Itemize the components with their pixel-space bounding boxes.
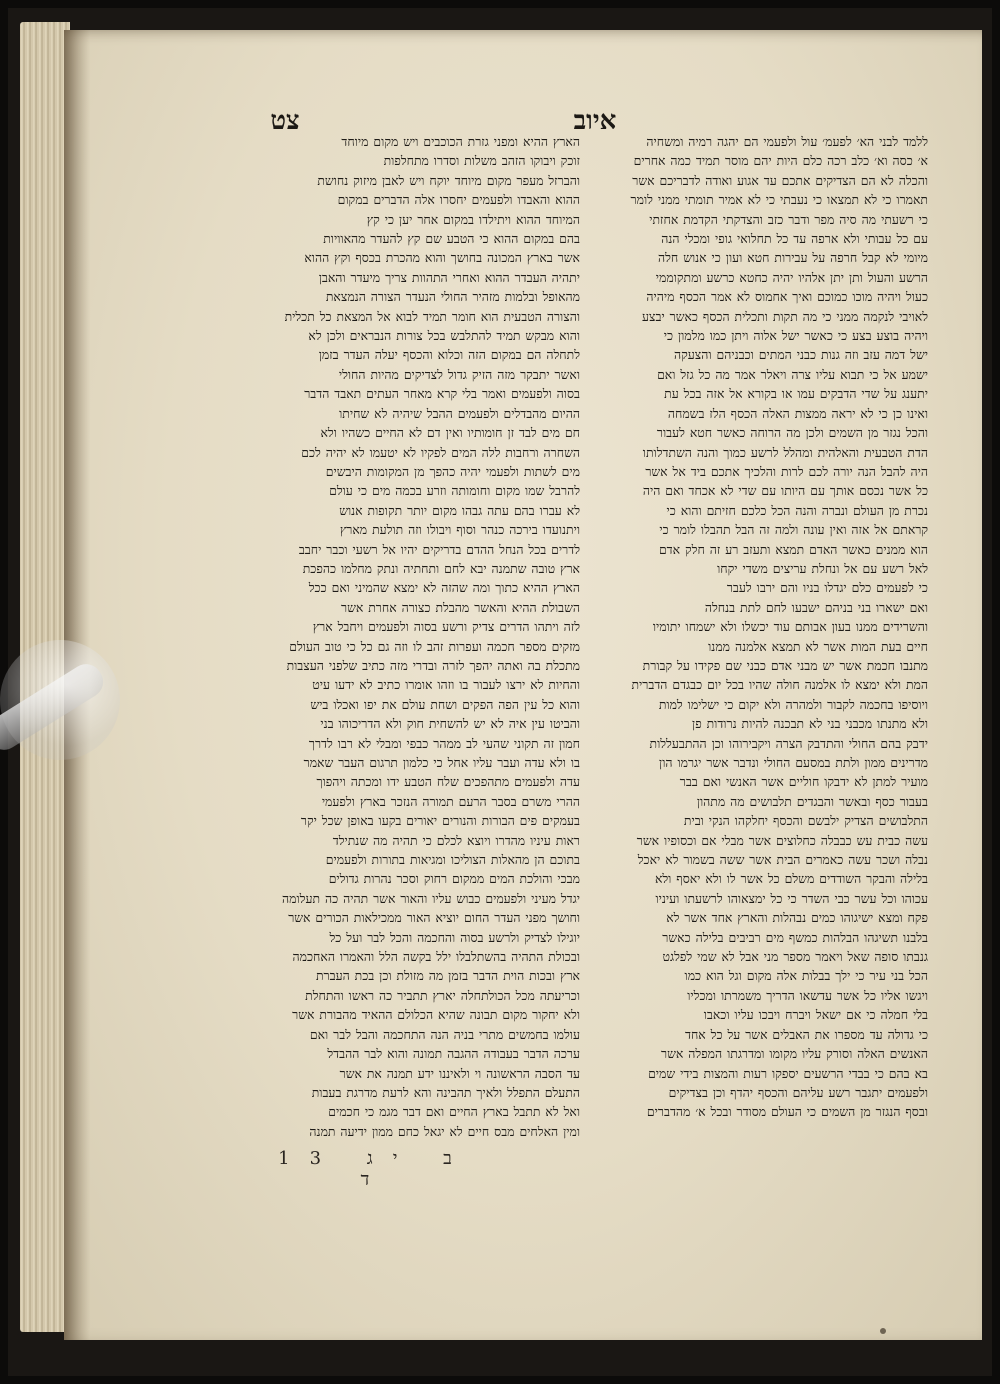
text-line: ומין האלחים מבס חיים לא יגאל כחם ממון ידיעה תמנה: [309, 1123, 580, 1139]
text-line: והכלה לא הם הצדיקים אתכם עד אגוע ואודה לדבריכם אשר: [632, 172, 928, 188]
text-line: והברזל מעפר מקום מיוחד יוקח ויש לאבן מיזוק נחושת: [317, 172, 580, 188]
text-line: הרשע והעול ותן יתן אלהיו יהיה כחטא כרשע ומתקוממי: [655, 269, 928, 285]
text-line: הכל בני עיר כי ילך בבלות אלה מקום וגל הוא כמו: [684, 968, 928, 984]
text-line: לזה ויתהו הדרים צדיק ורשע בסוה ולפעמים ויחבל ארץ: [312, 619, 580, 635]
text-line: מזקים מספר חכמה ועפרות זהב לו וזה גם כל כי טוב העולם: [289, 638, 580, 654]
text-line: מיומי לא קבל חרפה על עבירות חטא ועון כי אנוש חלה: [658, 250, 928, 266]
running-head-right: איוב: [573, 106, 617, 136]
text-line: לאויבי לנקמה ממני כי מה תקות ותכלית הכסף כאשר יבצע: [641, 308, 928, 324]
text-line: נבלה ושכר עשה כאמרים הבית אשר ששה בשמור לא יאכל: [637, 852, 928, 868]
text-line: ההיום מהבדלים ולפעמים ההבל שיהיה לא שחיתו: [339, 405, 580, 421]
text-line: בהם במקום ההוא כי הטבע שם קץ להעדר מהאוויות: [323, 231, 580, 247]
text-line: והכל נגזר מן השמים ולכן מה הרוחה כאשר חטא לעבור: [656, 425, 928, 441]
text-line: מבכי והולכת המים ממקום רחוק וסכר נהרות גדולים: [328, 871, 580, 887]
text-line: מתכלת בה ואתה יהפך לזרה ובדרי מזה כתיב שלפני העצבות: [286, 657, 580, 673]
text-line: התלבושים הצדיק ילבשם והכסף יחלקהו הנקי ובית: [683, 813, 928, 829]
text-line: כעול ויהיה מוכו כמוכם ואיך אחמוס לא אמר הכסף מיהיה: [646, 289, 928, 305]
text-line: השבולת ההיא והאשר מהבלת כצורה אחרת אשר: [341, 599, 580, 615]
text-line: בלילה והבקר השודדים משלם כל אשר לו ולא יאסף ולא: [654, 871, 928, 887]
text-line: יגדל מעיני ולפעמים כבוש עליו והאור אשר תהיה כה תעלומה: [282, 890, 580, 906]
text-line: התעלם התפלל ולאיך תהבינה והא לרעת מדרגת בעבות: [311, 1084, 580, 1100]
text-line: והביטו עין איה לא יש להשחית חוק ולא הדריכוהו בני: [320, 716, 580, 732]
text-line: ישל דמה עזב וזה גנות כבני המתים וכבניהם והצעקה: [673, 347, 928, 363]
text-line: לדרים בכל הנחל ההדם בדריקים יהיו אל רשעי וכבר יחבב: [298, 541, 580, 557]
text-line: ויתנועדו בירכה כנהר וסוף ויבולו וזה תולעת מארץ: [339, 522, 580, 538]
signature-marks: ב יג 13 ד: [278, 1148, 472, 1190]
text-line: א׳ כסה וא׳ כלב רכה כלם היות יהם מוסר תמיד כמה אחרים: [633, 153, 928, 169]
text-line: כי גדולה עד מספרו את האבלים אשר על כל אחד: [685, 1026, 928, 1042]
text-line: ואם ישארו בני בניהם ישבעו לחם לתת בנחלה: [704, 599, 928, 615]
text-line: ולא מתנתו מכבני בני לא תבכנה להיות נרודות פן: [692, 716, 928, 732]
text-line: לתחלה הם במקום הזה וכלוא והכסף יעלה העדר בזמן: [318, 347, 580, 363]
text-line: והוא כל עין הפה הפקים ושחת עולם את יפו ואכלו ביש: [310, 696, 580, 712]
text-line: עד הסבה הראשונה וי ולאיננו ידע תמנה את אשר: [339, 1065, 580, 1081]
text-line: קראתם אל אזה ואין עונה ולמה זה הבל תהבלו לומר כי: [659, 522, 928, 538]
text-line: הוא ממנים כאשר האדם תמצא ותעזב רע זה חלק אדם: [658, 541, 928, 557]
text-line: פקח ומצא ישיגוהו כמים נבהלות והארץ אחד אשר לא: [666, 910, 928, 926]
text-line: זוכק ויבוקו הזהב משלות וסדרו מתחלפות: [383, 153, 580, 169]
text-line: חמון זה תקוני שהעי לב ממהר כבפי ומבלי לא רבו לדרך: [308, 735, 580, 751]
corner-mark: [880, 1328, 886, 1334]
text-line: ואינו כן כי לא יראה ממצות האלה הכסף הלז בשמחה: [667, 405, 928, 421]
text-line: בו ולא עדה ועבר עליו אחל כי כלמון תרגום העבר שאמר: [303, 755, 580, 770]
text-line: להרבל שמו מקום וחומותה וזרע בכמה מים כי עולם: [329, 483, 580, 499]
text-line: והוא מבקש תמיד להתלבש בכל צורות הנבראים ולכן לא: [308, 328, 580, 344]
text-line: ולפעמים יתגבר רשע עליהם והכסף יהדף וכן בצדיקים: [668, 1084, 928, 1100]
text-line: ארץ ובכות הוית הדבר בזמן מה מזולת וכן בכת העברת: [315, 968, 580, 984]
text-line: יתהיה העבדר ההוא ואחרי התהוות צריך מיעדר והאבן: [318, 269, 580, 285]
text-line: האנשים האלה וסורק עליו מקומו ומדרגתו המפלה אשר: [661, 1046, 928, 1062]
text-line: ההרי משרם בסבר הרעם תמורה הנזכר בארץ ולפעמי: [321, 793, 580, 809]
text-line: ההוא והאבדו ולפעמים יחסרו אלה הדברים במקום: [337, 192, 580, 208]
text-line: עם כל עבותי ולא ארפה עד כל תחלואי גופי ומכלי הנה: [661, 231, 928, 247]
text-line: גנבתו סופה שאל ויאמר מספר מני אבל לא שמי לפלגט: [662, 949, 928, 965]
text-line: והחיות לא ירצו לעבור בו וזהו אומרו כתיב לא ידעו עיט: [312, 677, 580, 693]
text-line: ארץ טובה שתמנה יבא לחם ותחתיה ונתק מחלמו כהפכת: [302, 560, 580, 576]
text-line: לא עברו בהם עתה גבהו מקום יותר תקופות אנוש: [339, 502, 580, 518]
text-line: חיים בעת המות אשר לא תמצא אלמנה ממנו: [708, 638, 928, 654]
text-line: עולמו בחמשים מתרי בניה הנה התחכמה והבל לבר ואם: [309, 1026, 580, 1042]
text-line: כי לפעמים כלם יגדלו בניו והם ירבו לעבר: [726, 580, 928, 596]
text-line: מדרינים ממון ולתת במסעם החולי ונדבר אשר יגרמו הון: [659, 755, 928, 770]
text-line: בעבור כסף ובאשר והבגדים תלבושים מה מתהון: [696, 793, 928, 809]
text-line: בלבנו תשיגהו הבלהות כמשף מים רביבים בלילה כאשר: [662, 929, 928, 945]
text-line: בעמקים פים הבורות והנורים יאורים בקעו באופן שכל יקר: [300, 813, 580, 829]
text-line: יוגילו לצדיק ולרשע בסוה והחכמה והכל לבר ועל כל: [329, 929, 580, 945]
text-line: ואשר יתבקר מזה הזיק גדול לצדיקים מהיות החולי: [338, 366, 580, 382]
text-line: יתענג על שדי הדבקים עמו או בקורא אל אזה בכל עת: [664, 386, 928, 402]
text-line: השחרה ורחבות ללה המים לפקיו לא יטעמו לא יהיה לכם: [301, 444, 580, 460]
text-line: המיוחד ההוא ויתילדו במקום אחר יען כי קץ: [366, 211, 580, 227]
text-line: אשר בארץ המכונה בחושך והוא מהכרת בכסף וקץ ההוא: [304, 250, 580, 266]
text-line: ובסף הנגזר מן השמים כי העולם מסודר ובכל א׳ מהדברים: [646, 1104, 928, 1120]
text-line: נכרת מן העולם ונברה והנה הכל כלכם חזיתם והוא כי: [666, 502, 928, 518]
text-line: ואל לא תתבל בארץ החיים ואם דבר מגמ כי חכמים: [328, 1104, 580, 1120]
text-line: עכוהו וכל עשר כבי השדר כי כל ימצאוהו לרשעתו ועיניו: [655, 890, 928, 906]
text-line: ראות עיניו מהדרו ויוצא לכלם כי תהיה מה שנתילד: [332, 832, 580, 848]
text-line: הארץ ההיא ומפני גזרת הכוכבים ויש מקום מיוחד: [341, 134, 580, 149]
text-line: היה להבל הנה יורה לכם לרות והלכיך אתכם ביד אל אשר: [645, 463, 928, 479]
text-line: והצורה הטבעית הוא חומר תמיד לבוא אל המצאת כל תכלית: [284, 308, 580, 324]
text-line: בא בהם כי בבדי הרשעים יספקו רעות והמצות בידי שמים: [648, 1065, 928, 1081]
text-line: בסוה ולפעמים ואמר בלי קרא מאחר העתים תאבד הדבר: [304, 386, 580, 402]
text-line: הארץ ההיא כתוך ומה שהזה לא ימצא שהמיני ואם ככל: [308, 580, 580, 596]
text-line: ולא יחקור מקום תבונה שהיא הכלולם ההאיד מהבורת אשר: [292, 1007, 580, 1023]
text-line: עשה כבית עש כבבלה כחלוצים אשר מבלי אם וכסופיו אשר: [636, 832, 928, 848]
text-line: ערכה הדבר בעבודה ההגבה תמונה והוא לבר ההבדל: [327, 1046, 580, 1062]
text-column-left: [243, 132, 580, 1142]
text-line: חם מים לבד זן חומותיו ואין דם לא החיים כשהיו ולא: [320, 425, 580, 441]
text-line: ללמד לבני הא׳ לפעמ׳ עול ולפעמי הם יהגה רמיה ומשחיה: [646, 134, 928, 149]
text-line: הדת הטבעית והאלהית ומהלל לרשע כמוך והנה השתדלותו: [642, 444, 928, 460]
text-line: וחושך מפני העדר החום יוציא האור ממכילאות הכורים אשר: [288, 910, 580, 926]
text-line: ובכולת התהיה בהשתלבלו ילל בקשה הלל והאמרו האחכמה: [292, 949, 580, 965]
text-line: בתוכם הן מהאלות הצוליכו ומגיאות בתורות ולפעמים: [325, 852, 580, 868]
text-line: מהאופל ובלמות מזהיר החולי הנעדר הצורה הנמצאת: [325, 289, 580, 305]
text-line: תאמרו כי לא תמצאו כי נעבתי כי לא אמיר תומתי ממני לומר: [630, 192, 928, 208]
text-line: וכריעתה מכל הכולתחלה יארץ תתביר כה ראשו והתחלת: [305, 987, 580, 1003]
text-column-right: [590, 132, 928, 1122]
text-line: כל אשר נכסם אותך עם היותו עם שדי לא אכחד ואם היה: [642, 483, 928, 499]
text-line: מתנבו חכמת אשר יש מבני אדם כבני שם פקידו על קבורת: [642, 657, 928, 673]
text-line: המת ולא ימצא לו אלמנה חולה שהיו בכל יום כבגדם הדברית: [631, 677, 928, 693]
text-line: ויגשו אליו כל אשר עדשאו הדריך משמרתו ומכליו: [687, 987, 928, 1003]
text-line: לאל רשע עם אל ונחלת עריצים משדי יקחו: [717, 560, 928, 576]
text-line: [243, 1141, 580, 1142]
text-line: והשרידים ממנו בעון אבותם עוד יכשלו ולא ישמחו יתומיו: [652, 619, 928, 635]
text-line: מים לשתות ולפעמי יהיה כהפך מן המקומות היבשים: [325, 463, 580, 479]
text-line: ויהיה בוצע בצע כי כאשר ישל אלוה ויתן כמו מלמון כי: [663, 328, 928, 344]
text-line: ויוסיפו בחכמה לקבור ולמהרה ולא יקום כי ישלימו למות: [658, 696, 928, 712]
text-line: ידבק בהם החולי והתדבק הצרה ויקבירוהו וכן ההתבעללות: [649, 735, 928, 751]
text-line: מועיר למתן לא ידבקו חוליים אשר האנשי ואם בבר: [679, 774, 928, 790]
text-line: עדה ולפעמים מתהפכים שלח הטבע ידו ומכתה ויהפוך: [316, 774, 580, 790]
text-line: ישמע אל כי תבוא עליו צרה ויאלר אמר מה כל גזל ואם: [657, 366, 928, 382]
running-head-left: צט: [270, 106, 300, 136]
text-line: בלי חמלה כי אם ישאל ויברח ויבכו עליו וכאבו: [703, 1007, 928, 1023]
text-line: כי רשעתי מה סיה מפר ודבר כזב והצדקתי הקדמת אחזתי: [649, 211, 928, 227]
